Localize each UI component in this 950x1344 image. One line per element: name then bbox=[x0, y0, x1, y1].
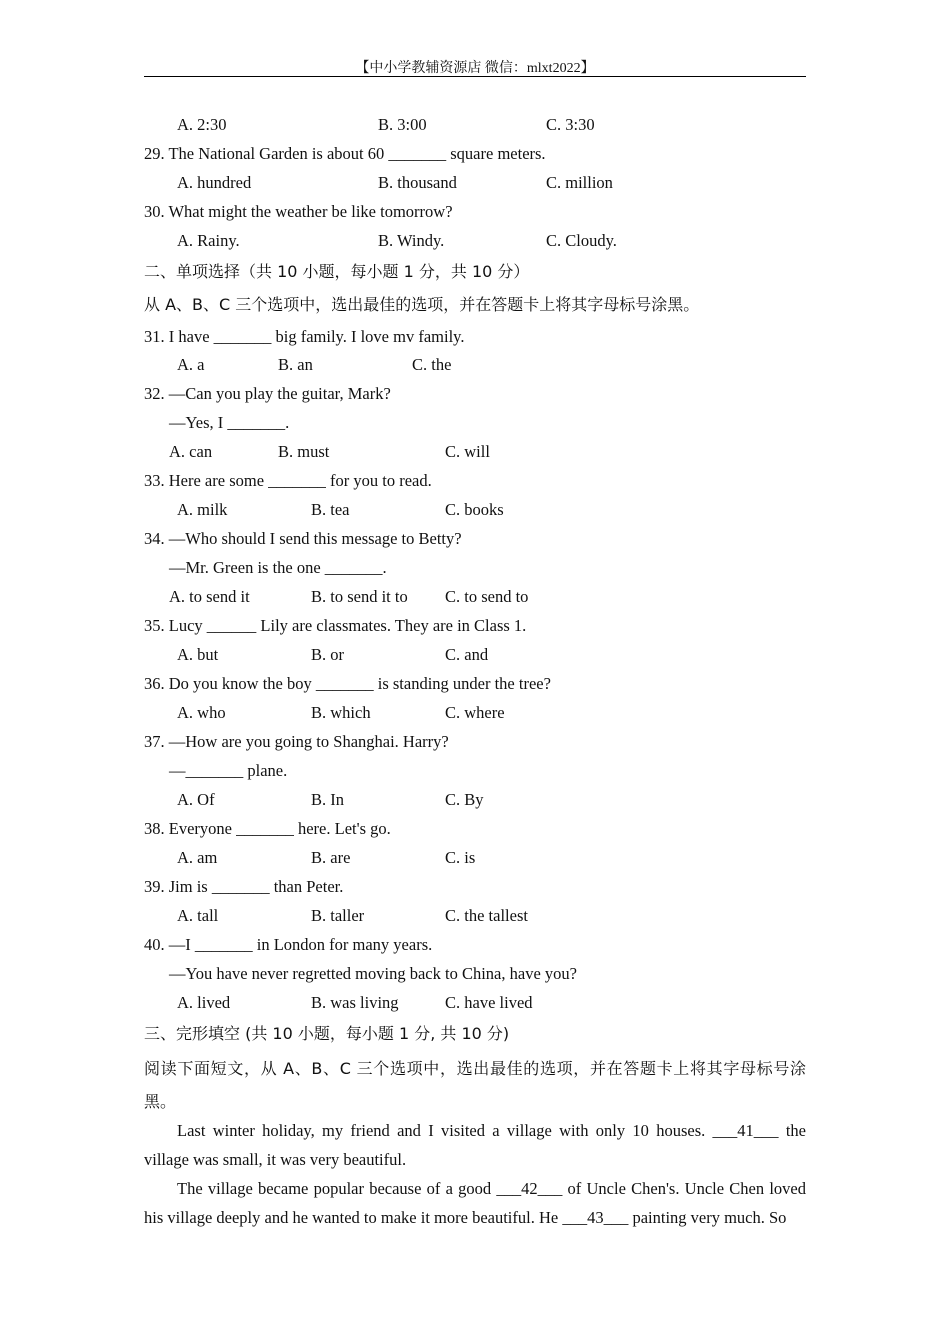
section2-instruction: 从 A、B、C 三个选项中，选出最佳的选项，并在答题卡上将其字母标号涂黑。 bbox=[144, 295, 700, 314]
q30-option-b: B. Windy. bbox=[378, 231, 445, 250]
q32-stem: 32. —Can you play the guitar, Mark? bbox=[144, 384, 391, 403]
q33-option-b: B. tea bbox=[311, 500, 350, 519]
q32-option-a: A. can bbox=[169, 442, 213, 461]
q32-option-b: B. must bbox=[278, 442, 330, 461]
q37-line2: —_______ plane. bbox=[169, 761, 288, 780]
q40-line2: —You have never regretted moving back to China, have you? bbox=[169, 964, 577, 983]
q38-stem: 38. Everyone _______ here. Let's go. bbox=[144, 819, 391, 838]
q39-option-c: C. the tallest bbox=[445, 906, 528, 925]
q28-option-b: B. 3:00 bbox=[378, 115, 427, 134]
q36-option-a: A. who bbox=[177, 703, 226, 722]
q34-stem: 34. —Who should I send this message to Betty? bbox=[144, 529, 462, 548]
q40-stem: 40. —I _______ in London for many years. bbox=[144, 935, 433, 954]
q29-option-c: C. million bbox=[546, 173, 613, 192]
q36-option-b: B. which bbox=[311, 703, 371, 722]
q33-option-a: A. milk bbox=[177, 500, 228, 519]
q31-option-b: B. an bbox=[278, 355, 313, 374]
section3-instruction-text: 阅读下面短文，从 A、B、C 三个选项中，选出最佳的选项，并在答题卡上将其字母标号涂黑。 bbox=[144, 1059, 806, 1111]
passage-paragraph-2: The village became popular because of a good ___42___ of Uncle Chen's. Uncle Chen loved his village deeply and he wanted to make it more beautiful. He ___43___ painting very much. So bbox=[144, 1179, 806, 1227]
passage-paragraph-1: Last winter holiday, my friend and I visited a village with only 10 houses. ___41___ the village was small, it was very beautiful. bbox=[144, 1121, 806, 1169]
q28-option-c: C. 3:30 bbox=[546, 115, 595, 134]
q36-option-c: C. where bbox=[445, 703, 505, 722]
q31-option-c: C. the bbox=[412, 355, 452, 374]
q34-line2: —Mr. Green is the one _______. bbox=[169, 558, 387, 577]
q29-option-b: B. thousand bbox=[378, 173, 457, 192]
q40-option-a: A. lived bbox=[177, 993, 231, 1012]
q37-option-b: B. In bbox=[311, 790, 344, 809]
q35-option-a: A. but bbox=[177, 645, 219, 664]
page-header: 【中小学教辅资源店 微信：mlxt2022】 bbox=[355, 61, 595, 76]
q31-option-a: A. a bbox=[177, 355, 205, 374]
q38-option-b: B. are bbox=[311, 848, 351, 867]
q31-stem: 31. I have _______ big family. I love mv family. bbox=[144, 327, 465, 346]
q39-option-b: B. taller bbox=[311, 906, 365, 925]
q28-option-a: A. 2:30 bbox=[177, 115, 227, 134]
q34-option-c: C. to send to bbox=[445, 587, 529, 606]
header-rule bbox=[144, 76, 806, 77]
q35-stem: 35. Lucy ______ Lily are classmates. They are in Class 1. bbox=[144, 616, 527, 635]
q30-option-c: C. Cloudy. bbox=[546, 231, 617, 250]
q37-option-c: C. By bbox=[445, 790, 484, 809]
q29-option-a: A. hundred bbox=[177, 173, 252, 192]
q40-option-c: C. have lived bbox=[445, 993, 533, 1012]
q39-option-a: A. tall bbox=[177, 906, 219, 925]
section2-title: 二、单项选择（共 10 小题，每小题 1 分，共 10 分） bbox=[144, 262, 530, 281]
q32-line2: —Yes, I _______. bbox=[169, 413, 290, 432]
q32-option-c: C. will bbox=[445, 442, 490, 461]
q33-stem: 33. Here are some _______ for you to read. bbox=[144, 471, 432, 490]
q33-option-c: C. books bbox=[445, 500, 504, 519]
section3-title: 三、完形填空 (共 10 小题，每小题 1 分, 共 10 分) bbox=[144, 1024, 510, 1043]
q34-option-b: B. to send it to bbox=[311, 587, 408, 606]
q34-option-a: A. to send it bbox=[169, 587, 250, 606]
q40-option-b: B. was living bbox=[311, 993, 399, 1012]
q30-option-a: A. Rainy. bbox=[177, 231, 240, 250]
section3-instruction bbox=[144, 1052, 806, 1118]
q29-stem: 29. The National Garden is about 60 _______ square meters. bbox=[144, 144, 546, 163]
q37-stem: 37. —How are you going to Shanghai. Harry? bbox=[144, 732, 449, 751]
q36-stem: 36. Do you know the boy _______ is standing under the tree? bbox=[144, 674, 551, 693]
q35-option-b: B. or bbox=[311, 645, 344, 664]
q35-option-c: C. and bbox=[445, 645, 489, 664]
q38-option-a: A. am bbox=[177, 848, 218, 867]
q30-stem: 30. What might the weather be like tomorrow? bbox=[144, 202, 453, 221]
q38-option-c: C. is bbox=[445, 848, 476, 867]
q39-stem: 39. Jim is _______ than Peter. bbox=[144, 877, 344, 896]
q37-option-a: A. Of bbox=[177, 790, 215, 809]
cloze-passage bbox=[144, 1116, 806, 1232]
